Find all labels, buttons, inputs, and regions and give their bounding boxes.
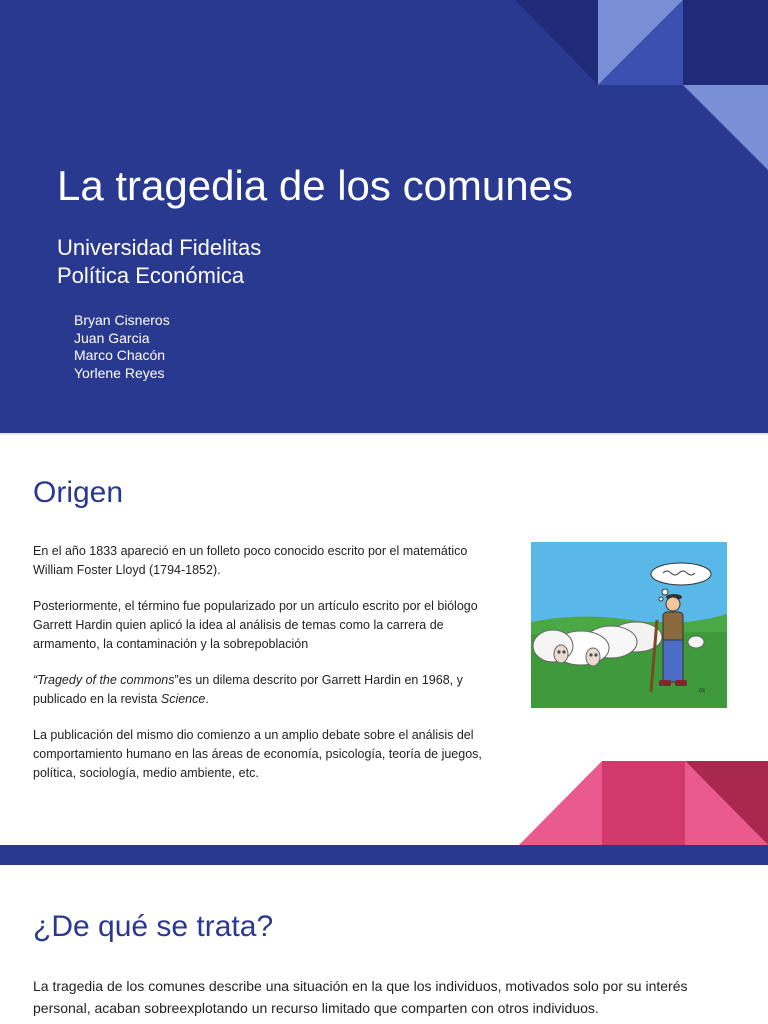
title-slide	[0, 0, 768, 433]
deco-pink-triangle	[519, 761, 602, 845]
author-name: Juan Garcia	[74, 329, 150, 346]
corner-decoration-pink	[519, 761, 768, 845]
shepherd-sheep-illustration	[531, 542, 727, 708]
presentation-title: La tragedia de los comunes	[57, 162, 573, 209]
author-list	[74, 312, 170, 382]
course-name: Política Económica	[57, 263, 245, 288]
subtitle	[57, 234, 261, 290]
deco-light-triangle-2	[683, 85, 768, 170]
origin-slide	[0, 435, 768, 845]
slide-heading: Origen	[33, 476, 124, 509]
journal-name: Science	[160, 692, 206, 706]
slide-body	[33, 542, 483, 800]
deco-dark-triangle	[515, 0, 598, 85]
author-name: Marco Chacón	[74, 347, 166, 363]
university-name: Universidad Fidelitas	[57, 235, 262, 260]
slide-heading: ¿De qué se trata?	[33, 910, 274, 943]
paragraph: “Tragedy of the commons”es un dilema descrito por Garrett Hardin en 1968, y publicado en la revista Science.	[33, 673, 463, 706]
quoted-title: “Tragedy of the commons	[33, 673, 175, 687]
paragraph: Posteriormente, el término fue popularizado por un artículo escrito por el biólogo Garrett Hardin quien aplicó la idea al análisis de temas como la carrera de armamento, la contaminación y la sobrepoblación	[33, 599, 478, 651]
slide-separator-band	[0, 845, 768, 865]
author-name: Yorlene Reyes	[74, 364, 165, 381]
author-name: Bryan Cisneros	[74, 312, 170, 328]
deco-dark-square	[683, 0, 768, 85]
svg-text:cs: cs	[699, 688, 705, 694]
paragraph: En el año 1833 apareció en un folleto poco conocido escrito por el matemático William Foster Lloyd (1794-1852).	[33, 544, 468, 577]
deco-magenta-square	[602, 761, 685, 845]
slide-body: La tragedia de los comunes describe una situación en la que los individuos, motivados solo por su interés personal, acaban sobreexplotando un recurso limitado que comparten con otros individuos.	[33, 978, 688, 1016]
paragraph: La publicación del mismo dio comienzo a un amplio debate sobre el análisis del comportamiento humano en las áreas de economía, psicología, teoría de juegos, política, sociología, medio ambiente, etc.	[33, 728, 482, 780]
definition-slide	[0, 865, 768, 1024]
